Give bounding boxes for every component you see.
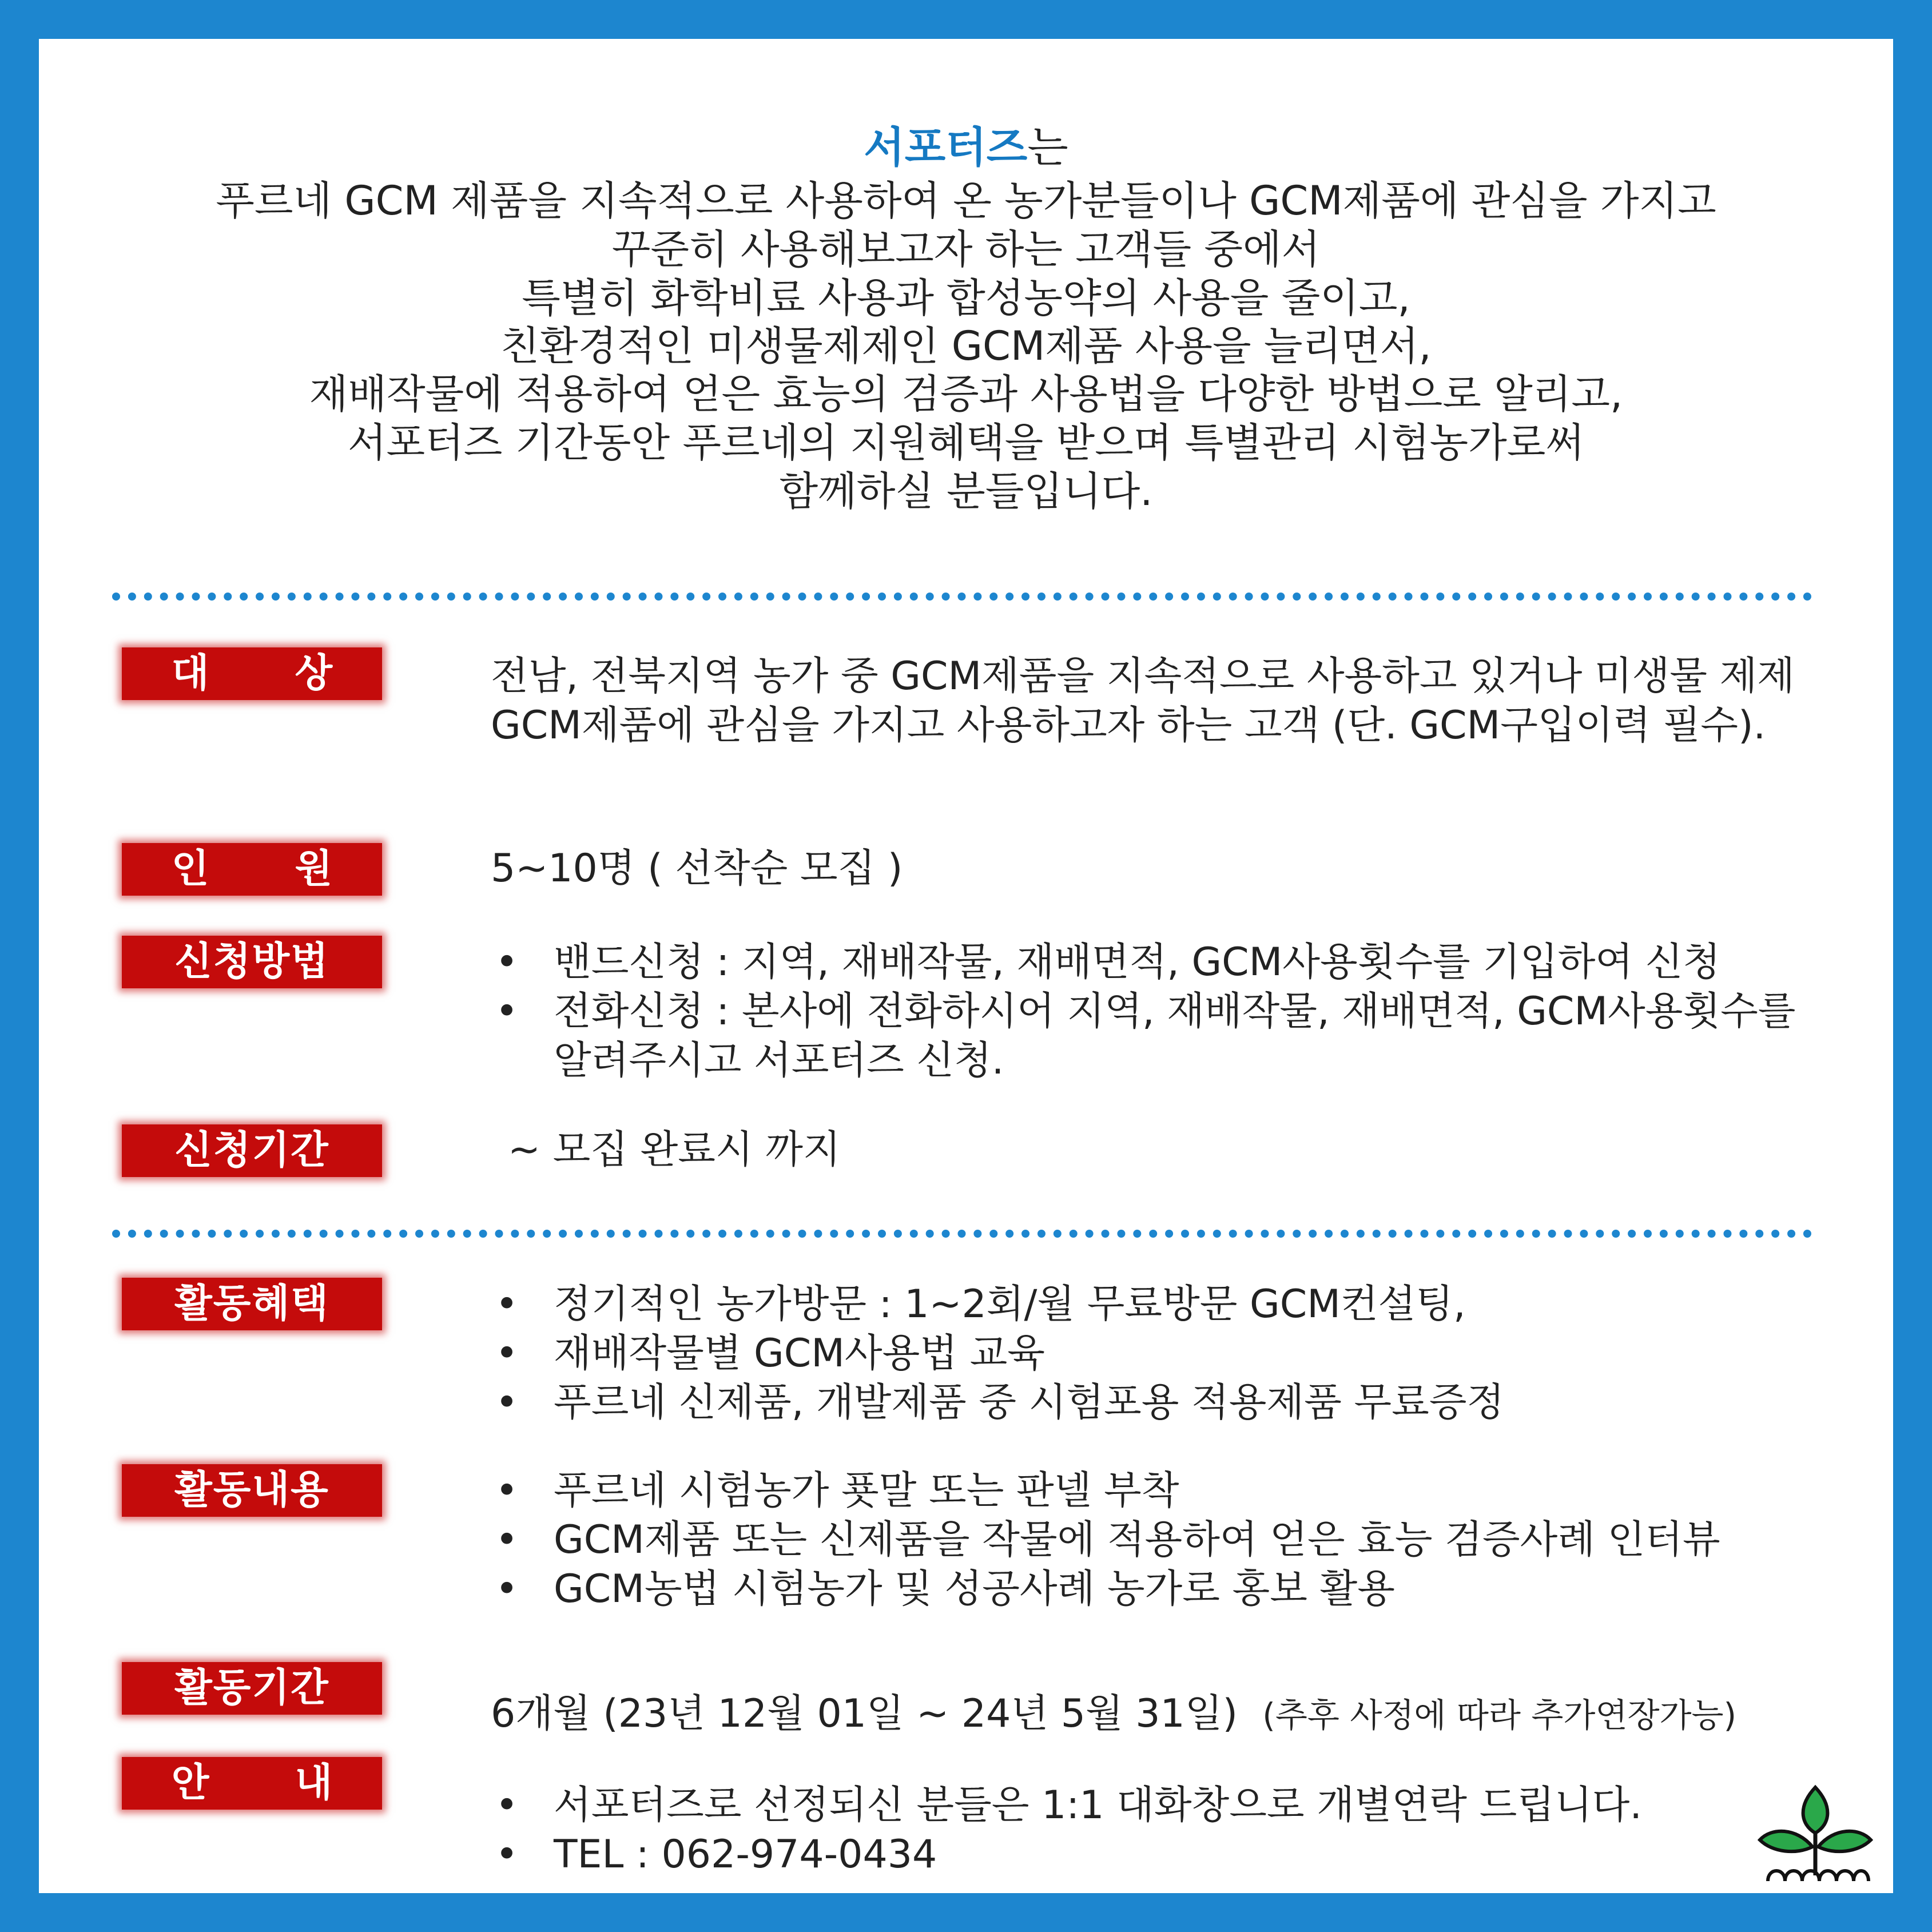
list-item: • 푸르네 시험농가 푯말 또는 판넬 부착 [491,1466,1818,1516]
label-apply-method: 신청방법 [122,936,382,988]
list-item: • 전화신청 : 본사에 전화하시어 지역, 재배작물, 재배면적, GCM사용횟수를 알려주시고 서포터즈 신청. [491,987,1818,1086]
label-activities: 활동내용 [122,1464,382,1517]
label-notice [122,1757,382,1810]
activity-period-text [491,1689,1818,1740]
notice-list [491,1781,1818,1879]
list-item: • TEL : 062-974-0434 [491,1830,1818,1879]
activity-period-note: (추후 사정에 따라 추가연장가능) [1262,1696,1737,1735]
list-item: • 밴드신청 : 지역, 재배작물, 재배면적, GCM사용횟수를 기입하여 신청 [491,938,1818,987]
list-item: • GCM농법 시험농가 및 성공사례 농가로 홍보 활용 [491,1565,1818,1614]
label-people-char: 원 [295,846,333,892]
intro-line: 함께하실 분들입니다. [779,468,1153,515]
intro-line: 푸르네 GCM 제품을 지속적으로 사용하여 온 농가분들이나 GCM제품에 관심을 가지고 [216,177,1716,224]
label-people [122,843,382,896]
label-people-char: 인 [171,846,209,892]
apply-period-text: ~ 모집 완료시 까지 [508,1127,841,1172]
activities-list [491,1466,1818,1614]
list-item: • 재배작물별 GCM사용법 교육 [491,1329,1818,1378]
intro-line: 재배작물에 적용하여 얻은 효능의 검증과 사용법을 다양한 방법으로 알리고, [309,371,1623,418]
label-notice-char: 내 [295,1760,333,1806]
intro-line: 특별히 화학비료 사용과 합성농약의 사용을 줄이고, [522,275,1410,321]
label-target-char: 상 [295,651,333,696]
intro-title-suffix: 는 [1027,123,1068,172]
intro-line: 서포터즈 기간동안 푸르네의 지원혜택을 받으며 특별관리 시험농가로써 [347,419,1585,466]
label-benefits: 활동혜택 [122,1278,382,1330]
intro-title-accent: 서포터즈 [864,123,1028,172]
label-target-char: 대 [171,651,209,696]
intro-line: 친환경적인 미생물제제인 GCM제품 사용을 늘리면서, [500,323,1432,369]
people-text: 5~10명 ( 선착순 모집 ) [491,846,903,891]
list-item: • 서포터즈로 선정되신 분들은 1:1 대화창으로 개별연락 드립니다. [491,1781,1818,1830]
label-notice-char: 안 [171,1760,209,1806]
section-divider [112,593,1812,601]
sprout-icon [1755,1783,1875,1886]
section-divider [112,1230,1812,1238]
list-item: • 정기적인 농가방문 : 1~2회/월 무료방문 GCM컨설팅, [491,1280,1818,1329]
list-item: • 푸르네 신제품, 개발제품 중 시험포용 적용제품 무료증정 [491,1378,1818,1428]
label-apply-period: 신청기간 [122,1124,382,1177]
target-text: 전남, 전북지역 농가 중 GCM제품을 지속적으로 사용하고 있거나 미생물 제제 GCM제품에 관심을 가지고 사용하고자 하는 고객 (단. GCM구입이력 필수). [491,654,1795,748]
intro-line: 꾸준히 사용해보고자 하는 고객들 중에서 [611,226,1321,273]
benefits-list [491,1280,1818,1428]
activity-period-dates: 6개월 (23년 12월 01일 ~ 24년 5월 31일) [491,1691,1238,1736]
label-activity-period: 활동기간 [122,1662,382,1715]
apply-method-list [491,938,1818,1086]
intro-title [39,120,1893,175]
document-sheet [39,39,1893,1893]
label-target [122,647,382,700]
list-item: • GCM제품 또는 신제품을 작물에 적용하여 얻은 효능 검증사례 인터뷰 [491,1516,1818,1565]
